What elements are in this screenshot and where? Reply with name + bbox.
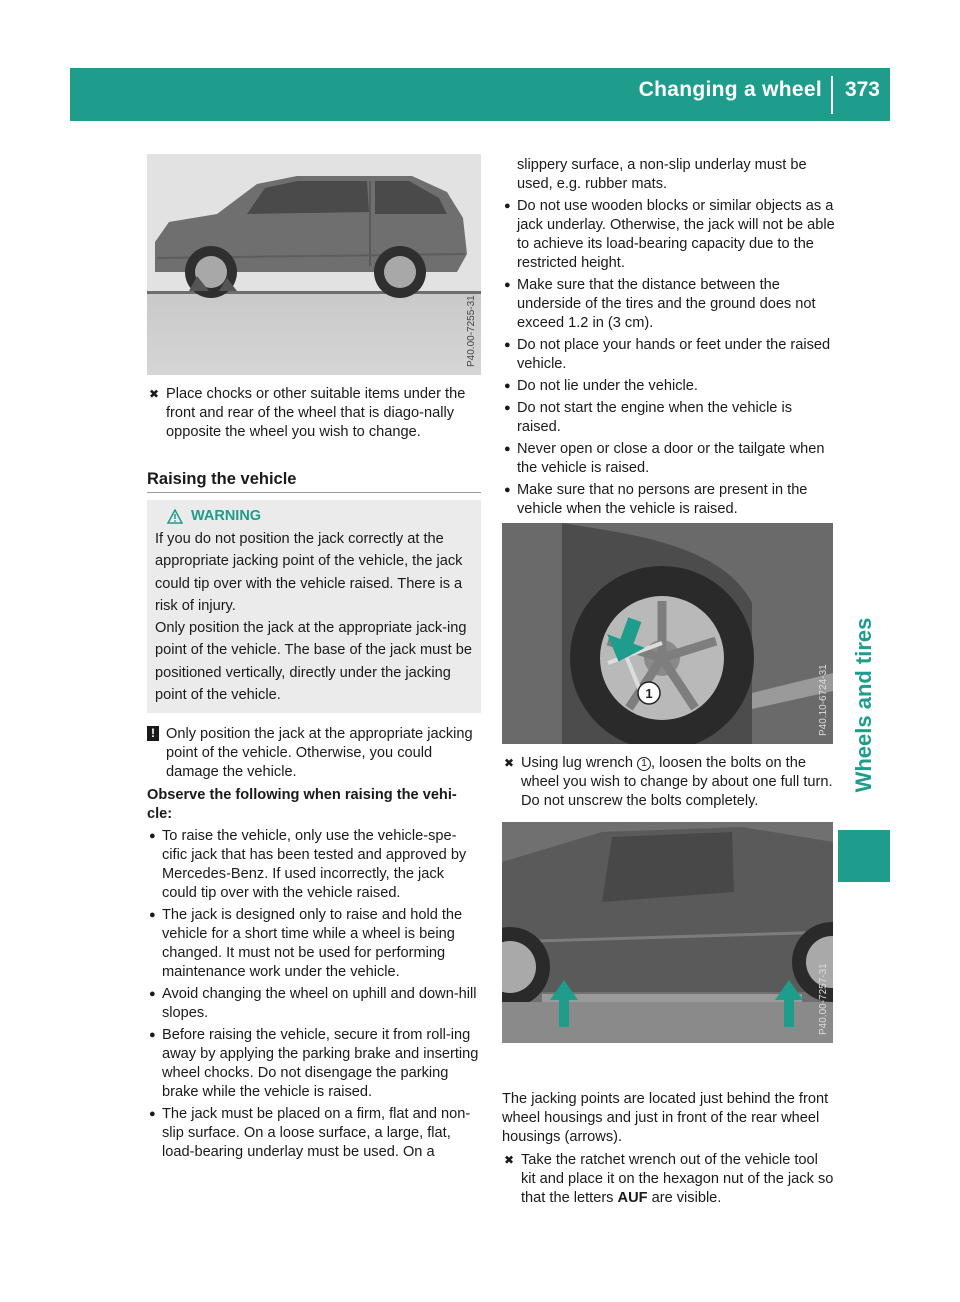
list-item: [147, 985, 481, 1023]
figure-jacking-points: [502, 822, 833, 1043]
list-item-text: The jack is designed only to raise and hold the vehicle for a short time while a wheel is being changed. It must not be used for performing maintenance work under the vehicle.: [162, 907, 463, 980]
paragraph: The jacking points are located just behind the front wheel housings and just in front of the rear wheel housings (arrows).: [502, 1091, 829, 1145]
instruction-step: [502, 1151, 836, 1208]
step-arrow-icon: ✖: [504, 1153, 515, 1167]
warning-label: WARNING: [191, 507, 262, 524]
chapter-tab: [838, 600, 890, 810]
list-item-text: Avoid changing the wheel on uphill and down-hill slopes.: [162, 986, 477, 1021]
instruction-step: [502, 754, 836, 811]
suv-illustration: [147, 154, 481, 375]
warning-paragraph: Only position the jack at the appropriate jack-ing point of the vehicle. The base of the jack must be positioned vertically, directly under the jacking point of the vehicle.: [155, 620, 472, 704]
list-item: [502, 481, 836, 519]
callout-number: 1: [637, 757, 651, 771]
list-item: [502, 440, 836, 478]
figure-code: P40.10-6724-31: [818, 664, 829, 736]
list-item-text: Before raising the vehicle, secure it from roll-ing away by applying the parking brake and inserting wheel chocks. Do not disengage the parking brake while the vehicle is raised.: [162, 1027, 479, 1100]
list-item: [502, 336, 836, 374]
figure-suv-side-view: [147, 154, 481, 375]
chapter-tab-label: Wheels and tires: [851, 617, 876, 793]
bullet-icon: ●: [504, 279, 511, 291]
step-arrow-icon: ✖: [504, 756, 515, 770]
warning-header: [155, 508, 473, 524]
bullet-icon: ●: [504, 484, 511, 496]
left-column-top: [147, 385, 481, 442]
note-text: Only position the jack at the appropriate jacking point of the vehicle. Otherwise, you could damage the vehicle.: [166, 726, 473, 780]
bullet-icon: ●: [149, 1029, 156, 1041]
bullet-icon: ●: [149, 909, 156, 921]
step-arrow-icon: ✖: [149, 387, 160, 401]
bullet-icon: ●: [504, 402, 511, 414]
step-text: Using lug wrench: [521, 755, 637, 771]
list-item-text: Do not lie under the vehicle.: [517, 378, 698, 394]
list-item-text: Make sure that no persons are present in the vehicle when the vehicle is raised.: [517, 482, 808, 517]
list-item-text: The jack must be placed on a firm, flat and non-slip surface. On a loose surface, a large, flat, load-bearing underlay must be used. On a: [162, 1106, 471, 1160]
list-item: [502, 197, 836, 273]
list-item-text: To raise the vehicle, only use the vehicle-spe-cific jack that has been tested and approved by Mercedes-Benz. If used incorrectly, the jack could tip over with the vehicle raised.: [162, 828, 467, 901]
list-item: [147, 906, 481, 982]
bullet-icon: ●: [504, 443, 511, 455]
wheel-illustration: [502, 523, 833, 744]
list-item-text: Do not place your hands or feet under the raised vehicle.: [517, 337, 831, 372]
note: [147, 725, 481, 782]
bullet-icon: ●: [149, 830, 156, 842]
bullet-icon: ●: [504, 339, 511, 351]
list-item-text: Never open or close a door or the tailgate when the vehicle is raised.: [517, 441, 825, 476]
header-divider: [831, 76, 833, 114]
list-item-continuation: slippery surface, a non-slip underlay must be used, e.g. rubber mats.: [517, 157, 807, 192]
figure-code: P40.00-7257-31: [818, 963, 829, 1035]
chapter-marker: [838, 830, 890, 882]
page-number: 373: [844, 78, 880, 101]
list-item: [147, 827, 481, 903]
figure-code: P40.00-7255-31: [466, 295, 477, 367]
right-column-bottom: [502, 1090, 836, 1208]
bullet-icon: ●: [149, 988, 156, 1000]
bullet-icon: ●: [504, 200, 511, 212]
bullet-intro: Observe the following when raising the vehi-cle:: [147, 787, 457, 822]
list-item: [502, 377, 836, 396]
bullet-icon: ●: [149, 1108, 156, 1120]
callout-number: 1: [645, 686, 653, 701]
step-text: are visible.: [647, 1190, 722, 1206]
page-title: Changing a wheel: [638, 78, 822, 101]
section-heading: Raising the vehicle: [147, 470, 297, 488]
bullet-icon: ●: [504, 380, 511, 392]
figure-lug-wrench: [502, 523, 833, 744]
step-text: Place chocks or other suitable items under the front and rear of the wheel that is diago-nally opposite the wheel you wish to change.: [166, 386, 466, 440]
list-item-text: Do not use wooden blocks or similar objects as a jack underlay. Otherwise, the jack will not be able to achieve its load-bearing capacity due to the restricted height.: [517, 198, 835, 271]
list-item-text: Make sure that the distance between the underside of the tires and the ground does not exceed 1.2 in (3 cm).: [517, 277, 816, 331]
jacking-illustration: [502, 822, 833, 1043]
right-column-step-lug: [502, 754, 836, 811]
header-band: [70, 68, 890, 121]
note-exclamation-icon: !: [147, 726, 159, 741]
list-item: [502, 399, 836, 437]
right-column-top: [502, 156, 836, 519]
warning-paragraph: If you do not position the jack correctly at the appropriate jacking point of the vehicle, the jack could tip over with the vehicle raised. There is a risk of injury.: [155, 531, 463, 614]
list-item: [147, 1105, 481, 1162]
left-column-bottom: [147, 725, 481, 1162]
step-text: Take the ratchet wrench out of the vehicle tool kit and place it on the hexagon nut of the jack so that the letters: [521, 1152, 834, 1206]
list-item: [147, 1026, 481, 1102]
warning-triangle-icon: [167, 509, 183, 524]
step-emphasis: AUF: [617, 1190, 648, 1206]
step-text: , loosen the bolts on the wheel you wish to change by about one full turn. Do not unscrew the bolts completely.: [521, 755, 833, 809]
heading-rule: [147, 492, 481, 493]
list-item: [502, 276, 836, 333]
warning-box: [147, 500, 481, 713]
instruction-step: [147, 385, 481, 442]
list-item-text: Do not start the engine when the vehicle is raised.: [517, 400, 793, 435]
